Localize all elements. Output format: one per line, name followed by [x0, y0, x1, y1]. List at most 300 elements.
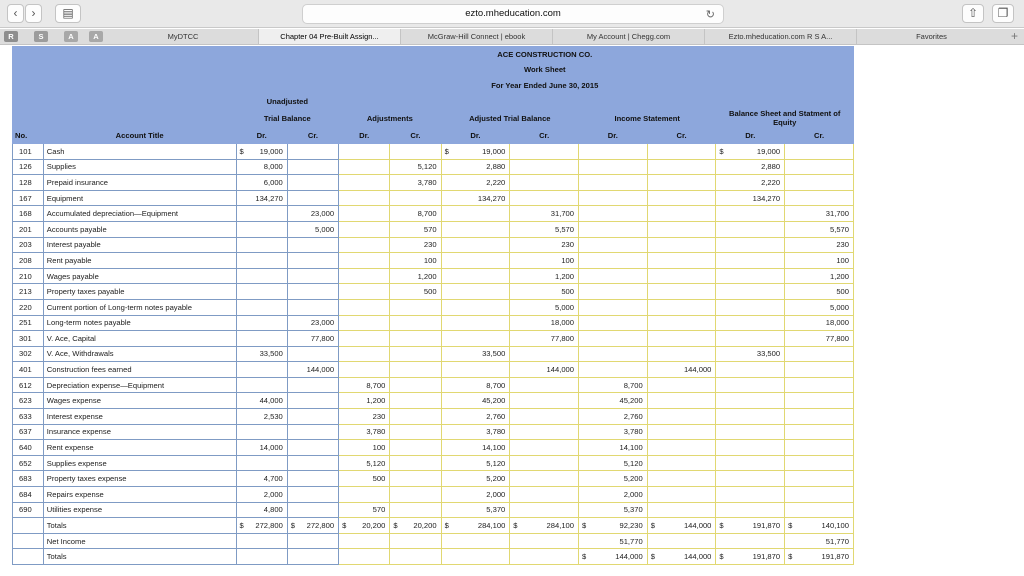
- amount-cell[interactable]: [579, 175, 648, 191]
- amount-cell[interactable]: 2,880: [716, 159, 785, 175]
- amount-cell[interactable]: [510, 440, 579, 456]
- tabs-overview-icon[interactable]: ❐: [992, 4, 1014, 23]
- amount-cell[interactable]: $ 191,870: [716, 518, 785, 534]
- amount-cell[interactable]: [390, 143, 441, 159]
- amount-cell[interactable]: [647, 455, 716, 471]
- amount-cell[interactable]: 134,270: [716, 190, 785, 206]
- amount-cell[interactable]: [390, 549, 441, 565]
- amount-cell[interactable]: [785, 377, 854, 393]
- amount-cell[interactable]: [339, 237, 390, 253]
- amount-cell[interactable]: [510, 455, 579, 471]
- amount-cell[interactable]: 18,000: [785, 315, 854, 331]
- amount-cell[interactable]: 144,000: [510, 362, 579, 378]
- amount-cell[interactable]: [785, 362, 854, 378]
- amount-cell[interactable]: 4,700: [236, 471, 287, 487]
- amount-cell[interactable]: 5,570: [510, 221, 579, 237]
- tab-mcgraw-hill[interactable]: McGraw-Hill Connect | ebook: [400, 29, 552, 44]
- amount-cell[interactable]: [390, 455, 441, 471]
- amount-cell[interactable]: [785, 190, 854, 206]
- amount-cell[interactable]: [390, 424, 441, 440]
- amount-cell[interactable]: [441, 315, 510, 331]
- amount-cell[interactable]: 6,000: [236, 175, 287, 191]
- amount-cell[interactable]: [236, 331, 287, 347]
- amount-cell[interactable]: [510, 393, 579, 409]
- amount-cell[interactable]: [339, 315, 390, 331]
- amount-cell[interactable]: [339, 331, 390, 347]
- amount-cell[interactable]: 14,100: [441, 440, 510, 456]
- amount-cell[interactable]: [510, 502, 579, 518]
- amount-cell[interactable]: 3,780: [339, 424, 390, 440]
- amount-cell[interactable]: $ 19,000: [441, 143, 510, 159]
- amount-cell[interactable]: [716, 237, 785, 253]
- amount-cell[interactable]: 45,200: [441, 393, 510, 409]
- amount-cell[interactable]: [390, 299, 441, 315]
- amount-cell[interactable]: 8,700: [441, 377, 510, 393]
- amount-cell[interactable]: [716, 253, 785, 269]
- amount-cell[interactable]: [785, 159, 854, 175]
- amount-cell[interactable]: [236, 268, 287, 284]
- amount-cell[interactable]: [716, 502, 785, 518]
- amount-cell[interactable]: 8,700: [390, 206, 441, 222]
- back-button[interactable]: ‹: [7, 4, 24, 23]
- amount-cell[interactable]: $ 144,000: [647, 549, 716, 565]
- amount-cell[interactable]: [647, 487, 716, 503]
- amount-cell[interactable]: [339, 346, 390, 362]
- amount-cell[interactable]: $ 272,800: [287, 518, 338, 534]
- amount-cell[interactable]: [287, 471, 338, 487]
- amount-cell[interactable]: 3,780: [441, 424, 510, 440]
- amount-cell[interactable]: 5,120: [339, 455, 390, 471]
- amount-cell[interactable]: 230: [339, 409, 390, 425]
- amount-cell[interactable]: [339, 549, 390, 565]
- amount-cell[interactable]: [785, 487, 854, 503]
- amount-cell[interactable]: [390, 533, 441, 549]
- amount-cell[interactable]: 51,770: [579, 533, 648, 549]
- forward-button[interactable]: ›: [25, 4, 42, 23]
- amount-cell[interactable]: 144,000: [647, 362, 716, 378]
- amount-cell[interactable]: [390, 331, 441, 347]
- amount-cell[interactable]: [579, 143, 648, 159]
- amount-cell[interactable]: [579, 159, 648, 175]
- amount-cell[interactable]: [287, 455, 338, 471]
- amount-cell[interactable]: 23,000: [287, 315, 338, 331]
- amount-cell[interactable]: [716, 393, 785, 409]
- tab-ezto[interactable]: Ezto.mheducation.com R S A...: [704, 29, 856, 44]
- amount-cell[interactable]: 2,000: [579, 487, 648, 503]
- table-row: [13, 175, 854, 191]
- amount-cell[interactable]: [236, 284, 287, 300]
- amount-cell[interactable]: [785, 409, 854, 425]
- amount-cell[interactable]: [510, 346, 579, 362]
- amount-cell[interactable]: 100: [510, 253, 579, 269]
- amount-cell[interactable]: [510, 549, 579, 565]
- amount-cell[interactable]: 8,700: [339, 377, 390, 393]
- tab-chegg[interactable]: My Account | Chegg.com: [552, 29, 704, 44]
- amount-cell[interactable]: [647, 533, 716, 549]
- amount-cell[interactable]: [441, 221, 510, 237]
- amount-cell[interactable]: [287, 533, 338, 549]
- amount-cell[interactable]: 2,220: [716, 175, 785, 191]
- amount-cell[interactable]: $ 20,200: [339, 518, 390, 534]
- amount-cell[interactable]: [441, 268, 510, 284]
- amount-cell[interactable]: [287, 549, 338, 565]
- bookmark-r[interactable]: R: [4, 31, 18, 42]
- amount-cell[interactable]: [287, 440, 338, 456]
- amount-cell[interactable]: 33,500: [716, 346, 785, 362]
- amount-cell[interactable]: 1,200: [390, 268, 441, 284]
- amount-cell[interactable]: 100: [339, 440, 390, 456]
- amount-cell[interactable]: [287, 424, 338, 440]
- amount-cell[interactable]: [647, 175, 716, 191]
- amount-cell[interactable]: [339, 299, 390, 315]
- amount-cell[interactable]: [510, 471, 579, 487]
- amount-cell[interactable]: [287, 502, 338, 518]
- amount-cell[interactable]: [236, 424, 287, 440]
- amount-cell[interactable]: [647, 206, 716, 222]
- amount-cell[interactable]: [236, 299, 287, 315]
- amount-cell[interactable]: $ 284,100: [441, 518, 510, 534]
- amount-cell[interactable]: [390, 502, 441, 518]
- url-text: ezto.mheducation.com: [465, 8, 561, 19]
- amount-cell[interactable]: 5,200: [579, 471, 648, 487]
- amount-cell[interactable]: [390, 190, 441, 206]
- amount-cell[interactable]: $ 284,100: [510, 518, 579, 534]
- amount-cell[interactable]: 570: [390, 221, 441, 237]
- amount-cell[interactable]: 8,000: [236, 159, 287, 175]
- amount-cell[interactable]: 77,800: [510, 331, 579, 347]
- amount-cell[interactable]: [287, 237, 338, 253]
- amount-value: 20,200: [362, 521, 386, 531]
- amount-cell[interactable]: $ 191,870: [716, 549, 785, 565]
- amount-cell[interactable]: 14,100: [579, 440, 648, 456]
- new-tab-icon[interactable]: +: [1010, 29, 1018, 43]
- amount-cell[interactable]: [441, 284, 510, 300]
- amount-cell[interactable]: 2,000: [236, 487, 287, 503]
- amount-cell[interactable]: [441, 206, 510, 222]
- tab-chapter-04[interactable]: Chapter 04 Pre-Built Assign...: [258, 29, 400, 44]
- amount-cell[interactable]: 134,270: [441, 190, 510, 206]
- amount-cell[interactable]: [287, 284, 338, 300]
- amount-cell[interactable]: 44,000: [236, 393, 287, 409]
- amount-cell[interactable]: [647, 190, 716, 206]
- amount-cell[interactable]: [339, 206, 390, 222]
- address-bar[interactable]: [302, 4, 724, 24]
- amount-cell[interactable]: [785, 440, 854, 456]
- amount-cell[interactable]: [579, 299, 648, 315]
- amount-cell[interactable]: [390, 377, 441, 393]
- amount-cell[interactable]: [236, 362, 287, 378]
- amount-cell[interactable]: [716, 487, 785, 503]
- amount-cell[interactable]: [510, 159, 579, 175]
- amount-cell[interactable]: [339, 175, 390, 191]
- amount-cell[interactable]: [390, 346, 441, 362]
- amount-cell[interactable]: 23,000: [287, 206, 338, 222]
- amount-cell[interactable]: [647, 159, 716, 175]
- amount-cell[interactable]: 5,000: [510, 299, 579, 315]
- amount-cell[interactable]: [716, 299, 785, 315]
- amount-cell[interactable]: $ 92,230: [579, 518, 648, 534]
- amount-cell[interactable]: [339, 221, 390, 237]
- amount-cell[interactable]: [441, 549, 510, 565]
- amount-cell[interactable]: 5,000: [785, 299, 854, 315]
- amount-cell[interactable]: [339, 533, 390, 549]
- amount-cell[interactable]: $ 20,200: [390, 518, 441, 534]
- amount-cell[interactable]: [716, 455, 785, 471]
- amount-cell[interactable]: 500: [339, 471, 390, 487]
- amount-cell[interactable]: [510, 377, 579, 393]
- amount-cell[interactable]: [390, 362, 441, 378]
- amount-cell[interactable]: [579, 221, 648, 237]
- tab-favorites[interactable]: Favorites: [856, 29, 1006, 44]
- amount-cell[interactable]: [579, 206, 648, 222]
- amount-cell[interactable]: [236, 455, 287, 471]
- bookmark-a[interactable]: A: [64, 31, 78, 42]
- amount-cell[interactable]: 230: [390, 237, 441, 253]
- amount-cell[interactable]: [579, 237, 648, 253]
- amount-cell[interactable]: 33,500: [236, 346, 287, 362]
- amount-cell[interactable]: 51,770: [785, 533, 854, 549]
- amount-cell[interactable]: 2,220: [441, 175, 510, 191]
- account-title: Utilities expense: [43, 502, 236, 518]
- amount-cell[interactable]: [785, 175, 854, 191]
- amount-cell[interactable]: [716, 331, 785, 347]
- amount-cell[interactable]: $ 191,870: [785, 549, 854, 565]
- amount-cell[interactable]: [236, 377, 287, 393]
- amount-cell[interactable]: [579, 346, 648, 362]
- amount-cell[interactable]: [785, 143, 854, 159]
- amount-cell[interactable]: $ 144,000: [647, 518, 716, 534]
- amount-cell[interactable]: 77,800: [287, 331, 338, 347]
- amount-cell[interactable]: 14,000: [236, 440, 287, 456]
- amount-cell[interactable]: [716, 424, 785, 440]
- amount-cell[interactable]: [785, 393, 854, 409]
- amount-cell[interactable]: [287, 377, 338, 393]
- amount-cell[interactable]: 1,200: [785, 268, 854, 284]
- amount-cell[interactable]: [236, 533, 287, 549]
- amount-cell[interactable]: [287, 409, 338, 425]
- amount-cell[interactable]: [236, 549, 287, 565]
- amount-cell[interactable]: 2,530: [236, 409, 287, 425]
- amount-cell[interactable]: [647, 440, 716, 456]
- amount-cell[interactable]: [579, 284, 648, 300]
- amount-cell[interactable]: 5,370: [441, 502, 510, 518]
- amount-cell[interactable]: [510, 533, 579, 549]
- amount-cell[interactable]: [785, 424, 854, 440]
- amount-cell[interactable]: 2,760: [441, 409, 510, 425]
- amount-cell[interactable]: [785, 455, 854, 471]
- amount-cell[interactable]: [390, 440, 441, 456]
- amount-cell[interactable]: [716, 206, 785, 222]
- amount-cell[interactable]: [579, 362, 648, 378]
- amount-cell[interactable]: [339, 159, 390, 175]
- amount-cell[interactable]: [716, 377, 785, 393]
- amount-cell[interactable]: [510, 487, 579, 503]
- amount-cell[interactable]: [441, 331, 510, 347]
- table-row: [13, 221, 854, 237]
- amount-cell[interactable]: [339, 487, 390, 503]
- amount-cell[interactable]: $ 272,800: [236, 518, 287, 534]
- amount-cell[interactable]: 134,270: [236, 190, 287, 206]
- reload-icon[interactable]: ↻: [705, 9, 715, 21]
- amount-cell[interactable]: [647, 502, 716, 518]
- amount-cell[interactable]: [716, 409, 785, 425]
- amount-cell[interactable]: 570: [339, 502, 390, 518]
- tab-mydtcc[interactable]: MyDTCC: [167, 32, 199, 41]
- amount-cell[interactable]: [716, 440, 785, 456]
- amount-cell[interactable]: 230: [785, 237, 854, 253]
- amount-cell[interactable]: [339, 190, 390, 206]
- amount-cell[interactable]: [339, 253, 390, 269]
- amount-cell[interactable]: [287, 190, 338, 206]
- amount-cell[interactable]: 31,700: [510, 206, 579, 222]
- amount-cell[interactable]: $ 19,000: [236, 143, 287, 159]
- amount-cell[interactable]: [647, 471, 716, 487]
- amount-cell[interactable]: [716, 533, 785, 549]
- amount-cell[interactable]: 4,800: [236, 502, 287, 518]
- amount-cell[interactable]: [647, 237, 716, 253]
- amount-cell[interactable]: [647, 221, 716, 237]
- amount-cell[interactable]: 500: [510, 284, 579, 300]
- amount-cell[interactable]: 5,120: [441, 455, 510, 471]
- amount-cell[interactable]: 1,200: [510, 268, 579, 284]
- amount-cell[interactable]: [287, 346, 338, 362]
- amount-cell[interactable]: [647, 409, 716, 425]
- amount-cell[interactable]: [287, 175, 338, 191]
- amount-cell[interactable]: [716, 268, 785, 284]
- amount-cell[interactable]: [647, 268, 716, 284]
- amount-cell[interactable]: 5,200: [441, 471, 510, 487]
- amount-cell[interactable]: [785, 471, 854, 487]
- amount-cell[interactable]: 2,880: [441, 159, 510, 175]
- amount-cell[interactable]: [339, 362, 390, 378]
- amount-cell[interactable]: [236, 237, 287, 253]
- amount-cell[interactable]: [510, 175, 579, 191]
- amount-cell[interactable]: [287, 159, 338, 175]
- amount-cell[interactable]: 77,800: [785, 331, 854, 347]
- amount-cell[interactable]: [716, 362, 785, 378]
- amount-cell[interactable]: [510, 424, 579, 440]
- amount-cell[interactable]: $ 19,000: [716, 143, 785, 159]
- amount-cell[interactable]: [647, 253, 716, 269]
- amount-cell[interactable]: [785, 502, 854, 518]
- amount-cell[interactable]: [647, 346, 716, 362]
- amount-cell[interactable]: 2,760: [579, 409, 648, 425]
- amount-cell[interactable]: [339, 143, 390, 159]
- amount-cell[interactable]: [647, 424, 716, 440]
- amount-cell[interactable]: 144,000: [287, 362, 338, 378]
- amount-cell[interactable]: [647, 143, 716, 159]
- amount-cell[interactable]: [579, 331, 648, 347]
- amount-cell[interactable]: [510, 409, 579, 425]
- amount-cell[interactable]: 100: [785, 253, 854, 269]
- amount-cell[interactable]: [716, 284, 785, 300]
- amount-cell[interactable]: [785, 346, 854, 362]
- account-number: 637: [13, 424, 44, 440]
- amount-cell[interactable]: 2,000: [441, 487, 510, 503]
- amount-cell[interactable]: [716, 315, 785, 331]
- amount-cell[interactable]: [287, 299, 338, 315]
- amount-cell[interactable]: [441, 533, 510, 549]
- amount-cell[interactable]: [716, 221, 785, 237]
- account-number: 690: [13, 502, 44, 518]
- amount-cell[interactable]: [339, 268, 390, 284]
- share-icon[interactable]: ⇧: [962, 4, 984, 23]
- amount-cell[interactable]: [579, 190, 648, 206]
- amount-cell[interactable]: 1,200: [339, 393, 390, 409]
- amount-cell[interactable]: 230: [510, 237, 579, 253]
- account-title: Cash: [43, 143, 236, 159]
- amount-cell[interactable]: 45,200: [579, 393, 648, 409]
- amount-cell[interactable]: 100: [390, 253, 441, 269]
- amount-cell[interactable]: [287, 487, 338, 503]
- amount-cell[interactable]: [510, 190, 579, 206]
- amount-cell[interactable]: [647, 315, 716, 331]
- amount-cell[interactable]: [390, 471, 441, 487]
- amount-cell[interactable]: [579, 315, 648, 331]
- amount-cell[interactable]: [716, 471, 785, 487]
- amount-cell[interactable]: [390, 315, 441, 331]
- amount-cell[interactable]: [510, 143, 579, 159]
- amount-cell[interactable]: 500: [785, 284, 854, 300]
- bookmark-a2[interactable]: A: [89, 31, 103, 42]
- amount-cell[interactable]: [287, 253, 338, 269]
- amount-cell[interactable]: 3,780: [390, 175, 441, 191]
- amount-cell[interactable]: [647, 377, 716, 393]
- account-number: 167: [13, 190, 44, 206]
- amount-cell[interactable]: [579, 253, 648, 269]
- account-number: 640: [13, 440, 44, 456]
- amount-cell[interactable]: [236, 253, 287, 269]
- amount-cell[interactable]: 5,570: [785, 221, 854, 237]
- amount-cell[interactable]: [441, 299, 510, 315]
- amount-value: 191,870: [752, 552, 781, 562]
- amount-cell[interactable]: 33,500: [441, 346, 510, 362]
- amount-cell[interactable]: [441, 237, 510, 253]
- amount-cell[interactable]: [441, 253, 510, 269]
- amount-cell[interactable]: $ 140,100: [785, 518, 854, 534]
- account-number: 126: [13, 159, 44, 175]
- amount-cell[interactable]: [236, 221, 287, 237]
- amount-cell[interactable]: 8,700: [579, 377, 648, 393]
- amount-cell[interactable]: 5,370: [579, 502, 648, 518]
- amount-cell[interactable]: [236, 315, 287, 331]
- amount-cell[interactable]: [647, 284, 716, 300]
- amount-cell[interactable]: [287, 393, 338, 409]
- amount-cell[interactable]: 31,700: [785, 206, 854, 222]
- amount-cell[interactable]: 18,000: [510, 315, 579, 331]
- amount-cell[interactable]: 500: [390, 284, 441, 300]
- amount-cell[interactable]: 5,120: [390, 159, 441, 175]
- amount-cell[interactable]: [647, 393, 716, 409]
- amount-cell[interactable]: [390, 487, 441, 503]
- bookmark-s[interactable]: S: [34, 31, 48, 42]
- amount-cell[interactable]: [339, 284, 390, 300]
- sidebar-icon[interactable]: ▤: [55, 4, 81, 23]
- amount-cell[interactable]: 3,780: [579, 424, 648, 440]
- amount-cell[interactable]: [236, 206, 287, 222]
- amount-cell[interactable]: [647, 299, 716, 315]
- amount-cell[interactable]: 5,120: [579, 455, 648, 471]
- amount-cell[interactable]: [647, 331, 716, 347]
- amount-cell[interactable]: [287, 143, 338, 159]
- amount-cell[interactable]: 5,000: [287, 221, 338, 237]
- amount-cell[interactable]: [390, 409, 441, 425]
- amount-cell[interactable]: [579, 268, 648, 284]
- amount-cell[interactable]: [287, 268, 338, 284]
- amount-cell[interactable]: $ 144,000: [579, 549, 648, 565]
- amount-cell[interactable]: [441, 362, 510, 378]
- amount-cell[interactable]: [390, 393, 441, 409]
